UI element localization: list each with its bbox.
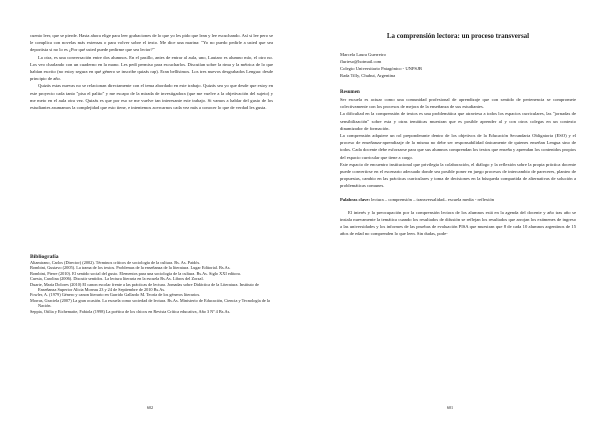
keywords-list: lectura – comprensión – transversalidad– escuela media - reflexión <box>371 196 495 202</box>
keywords-label: Palabras clave: <box>340 196 370 202</box>
bibliography-title: Bibliografía <box>30 254 59 260</box>
reference: Altamirano, Carlos (Director) (2002). Términos críticos de sociología de la cultura. Bs. As. Paidós. <box>30 260 201 265</box>
article-title: La comprensión lectora: un proceso transversal <box>386 32 530 40</box>
paragraph: Quizás estas nuevas no se relacionan directamente con el tema abordado en este trabajo. Quizás sea yo que desde que estoy en este proyecto cada tanto "pisa el palito" y me escapo de la mirada de investigadora (que me vuelve a la objetivación del sujeto) y me meto en el aula otra vez. Quizás es que por eso se me vuelve tan interesante este trabajo. Si vamos a hablar del gusto de los estudiantes asumamos la complejidad que esto tiene, e intentemos acercarnos cada vez más a conocer lo que de verdad les gusta. <box>30 83 273 111</box>
author-institution: Colegio Universitario Patagónico - UNPSJB <box>340 66 422 71</box>
paragraph: cuento leer, que se pierde. Hasta ahora elige para leer grabaciones de lo que yo les pido que lean y lee escuchando. Así si lee pero se le complica con novelas más extensas o para volver sobre el texto. Me dice una marina: "Yo no puedo pedirle a usted que sea deportista si no lo es ¿Por qué usted puede pedirme que sea lector?" <box>30 33 273 53</box>
paragraph: El interés y la preocupación por la comprensión lectora de los alumnos está en la agenda del docente y año tras año se instala nuevamente la temática cuando los resultados de difusión se reflejan los resultados que arrojan los exámenes de ingreso a las universidades y los informes de las pruebas de evaluación PISA que muestran que 8 de cada 10 alumnos argentinos de 15 años de edad no comprenden lo que leen. Sin dudas, pode- <box>340 209 576 237</box>
abstract-paragraph: Este espacio de encuentro institucional que privilegia la colaboración, el diálogo y la reflexión sobre la propia práctica docente puede convertirse en el escenario adecuado donde sea posible poner en juego procesos de intercambio de pareceres, planteo de propuestas, cambio en las prácticas curriculares y toma de decisiones en la búsqueda compartida de alternativas de solución a problemáticas comunes. <box>340 161 576 189</box>
reference: Bombini, Pierre (2010). El sentido social del gusto. Elementos para una sociología de la cultura. Bs.As. Siglo XXI editora. <box>30 270 241 276</box>
paragraph: La otra, es una conversación entre dos alumnos. En el pasillo, antes de entrar al aula, uno, Lautaro es alumno mío, el otro no. Los veo charlando con un cuaderno en la mano. Les pedí permiso para escucharlos. Discutían sobre la rima y la métrica de lo que habían escrito (no estoy segura en qué género se inscribe quizás rap). Eran bellísimos. Los tres nuevos desgrabados Lengua: desde principio de año. <box>30 54 273 82</box>
author-email: flurieso@hotmail.com <box>340 59 382 64</box>
abstract-paragraph: La comprensión adquiere un rol preponderante dentro de los objetivos de la Educación Secundaria Obligatoria (ESO) y el proceso de enseñanza-aprendizaje de la misma no debe ser responsabilidad únicamente de quienes enseñan Lengua sino de todos. Cada docente debe esforzarse para que sus alumnos comprendan los textos que enseña y aprendan los contenidos propios del espacio curricular que tiene a cargo. <box>340 133 576 160</box>
reference: Bombini, Gustavo (2005). La trama de los textos. Problemas de la enseñanza de la literatura. Lugar Editorial. Bs.As. <box>30 265 231 271</box>
abstract-paragraph: Ser escuela es actuar como una comunidad profesional de aprendizaje que con sentido de pertenencia se compromete colectivamente con los procesos de mejora de la enseñanza de sus estudiantes. <box>340 97 576 110</box>
reference: Morras, Graciela (2007) La gran ocasión. La escuela como sociedad de lectura. Bs.As. Ministerio de Educación, Ciencia y Tecnología de la Nación. <box>30 297 270 309</box>
reference: Seppia, Otilia y Etchemaite, Fabiola (1998) La poética de los chicos en Revista Crítica educativa, Año 3 Nº 4 Bs.As. <box>30 308 231 314</box>
abstract-heading: Resumen <box>340 90 360 95</box>
keywords <box>340 196 576 203</box>
author-name: Marcela Laura Guerreiro <box>340 52 386 57</box>
left-body-text <box>30 32 273 111</box>
bibliography <box>30 254 273 314</box>
page-number: 601 <box>446 405 454 410</box>
reference: Cuesta, Carolina (2006). Discutir sentidos. La lectura literaria en la escuela Bs.As. Libros del Zorzal. <box>30 276 204 282</box>
right-page <box>300 0 600 424</box>
right-body-text <box>340 32 576 237</box>
reference: Duarte, María Dolores (2010) El canon escolar frente a las prácticas de lectura. Jornadas sobre Didáctica de la Literatura. Instituto de Enseñanza Superior Alicia Moreau 23 y 24 de Septiembre de 2010 Bs.As. <box>30 281 259 293</box>
reference: Fowler, A. (1979) Género y canon literario en Garrido Gallardo M. Teoría de los géneros literarios. <box>30 292 201 298</box>
author-location: Rada Tilly, Chubut, Argentina <box>340 73 396 78</box>
abstract-paragraph: La dificultad en la comprensión de textos es una problemática que atraviesa a todos los espacios curriculares, las "jornadas de sensibilización" sobre esta y otras temáticas muestran que es posible aprender al y con otros colegas en un contexto dinamizador de formación. <box>340 111 576 131</box>
page-number: 602 <box>146 405 154 410</box>
